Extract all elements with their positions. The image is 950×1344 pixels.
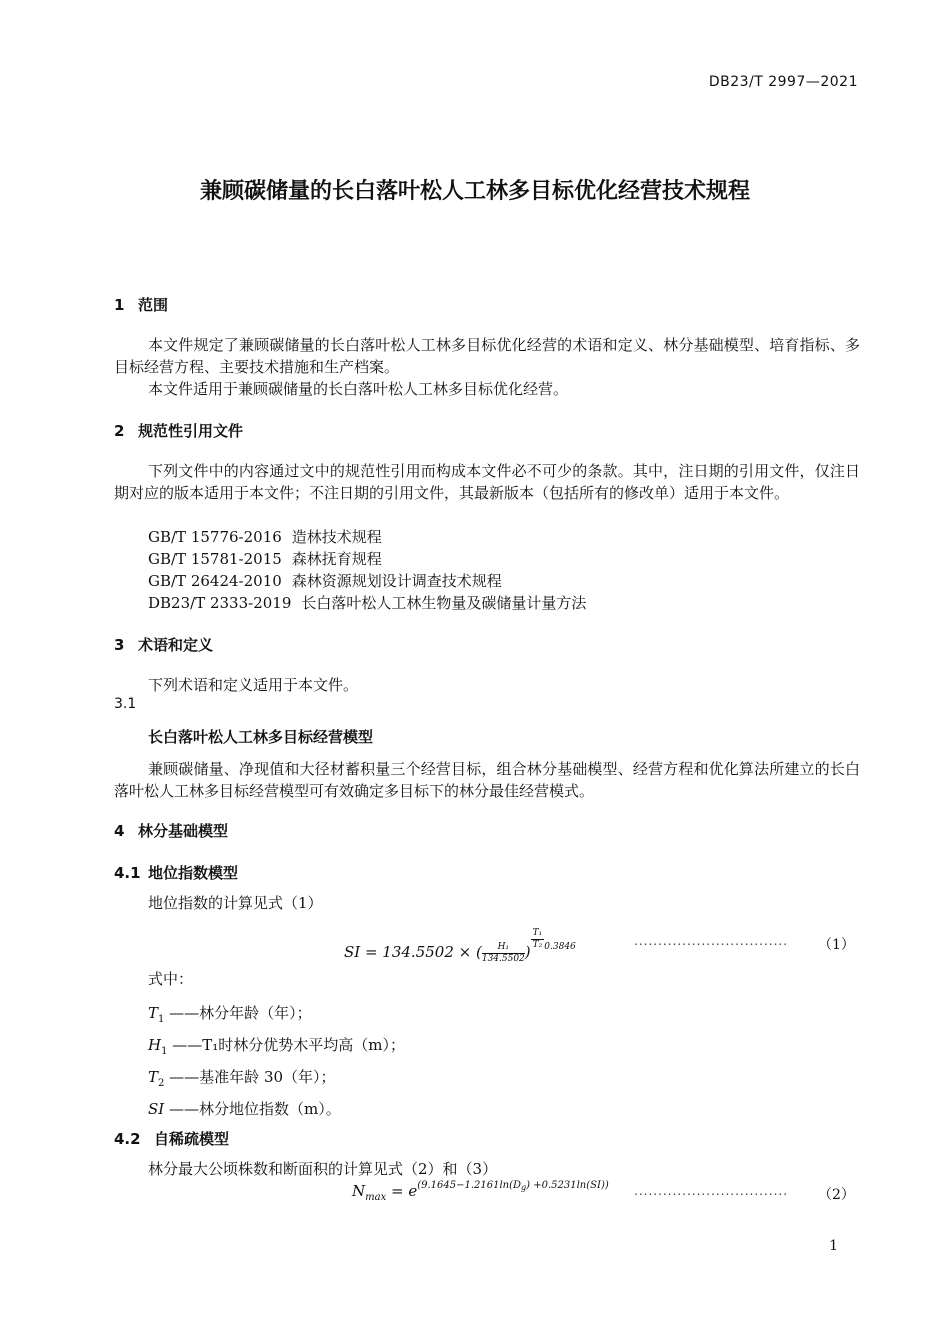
where-label: 式中： — [148, 970, 194, 988]
variable-description: ——T₁时林分优势木平均高（m）； — [172, 1036, 405, 1054]
reference-name: 造林技术规程 — [291, 528, 382, 546]
document-title: 兼顾碳储量的长白落叶松人工林多目标优化经营技术规程 — [199, 179, 750, 204]
leader-dots: ................................ — [634, 934, 789, 948]
variable-definition — [148, 1002, 312, 1025]
section-number: 2 — [114, 422, 125, 440]
formula-2-equals: = e — [386, 1182, 418, 1200]
variable-symbol: T — [148, 1068, 159, 1086]
reference-item — [148, 592, 586, 613]
variable-symbol: H — [148, 1036, 162, 1054]
subsection-title: 地位指数模型 — [148, 864, 239, 882]
page-number: 1 — [829, 1238, 838, 1254]
section-3-paragraph: 下列术语和定义适用于本文件。 — [148, 676, 359, 694]
section-title: 林分基础模型 — [138, 822, 229, 840]
subsection-4-1-heading — [114, 862, 238, 883]
reference-code: GB/T 15781-2015 — [148, 550, 282, 568]
variable-description: ——基准年龄 30（年）； — [169, 1068, 336, 1086]
equation-number: （2） — [818, 1187, 855, 1203]
formula-1-lhs: SI = 134.5502 × ( — [344, 943, 482, 961]
reference-code: GB/T 15776-2016 — [148, 528, 282, 546]
subsection-number: 4.2 — [114, 1130, 141, 1148]
section-4-heading — [114, 820, 228, 841]
term-definition: 兼顾碳储量、净现值和大径材蓄积量三个经营目标，组合林分基础模型、经营方程和优化算法所建立的长白落叶松人工林多目标经营模型可有效确定多目标下的林分最佳经营模式。 — [114, 760, 860, 800]
formula-1-intro: 地位指数的计算见式（1） — [148, 894, 323, 912]
formula-2-exponent — [417, 1180, 609, 1191]
exponent-subscript: g — [521, 1183, 527, 1192]
section-3-heading — [114, 634, 213, 655]
subsection-number: 4.1 — [114, 864, 141, 882]
variable-definition — [148, 1034, 405, 1057]
reference-code: GB/T 26424-2010 — [148, 572, 282, 590]
variable-symbol: T — [148, 1004, 159, 1022]
reference-item — [148, 526, 382, 547]
fraction — [482, 942, 525, 965]
exponent-numerator: T₁ — [532, 928, 543, 938]
subsection-title: 自稀疏模型 — [154, 1130, 230, 1148]
variable-description: ——林分年龄（年）； — [169, 1004, 312, 1022]
equation-number: （1） — [818, 937, 855, 953]
reference-code: DB23/T 2333-2019 — [148, 594, 292, 612]
formula-2-lhs: N — [352, 1182, 366, 1200]
variable-subscript: 2 — [158, 1078, 165, 1089]
section-2-heading — [114, 420, 243, 441]
formula-2 — [352, 1180, 609, 1203]
term-title: 长白落叶松人工林多目标经营模型 — [148, 728, 374, 746]
section-2-paragraph: 下列文件中的内容通过文中的规范性引用而构成本文件必不可少的条款。其中，注日期的引用文件，仅注日期对应的版本适用于本文件；不注日期的引用文件，其最新版本（包括所有的修改单）适用于本文件。 — [114, 462, 860, 502]
document-code: DB23/T 2997—2021 — [708, 74, 858, 90]
leader-dots: ................................ — [634, 1184, 789, 1198]
section-title: 范围 — [138, 296, 169, 314]
exponent-tail: ) +0.5231ln(SI)) — [526, 1180, 609, 1191]
section-1-heading — [114, 294, 168, 315]
reference-name: 森林抚育规程 — [291, 550, 382, 568]
section-number: 4 — [114, 822, 125, 840]
reference-item — [148, 548, 382, 569]
reference-name: 森林资源规划设计调查技术规程 — [291, 572, 502, 590]
section-title: 规范性引用文件 — [138, 422, 244, 440]
section-number: 1 — [114, 296, 125, 314]
lhs-subscript: max — [365, 1192, 387, 1203]
section-number: 3 — [114, 636, 125, 654]
reference-item — [148, 570, 502, 591]
exponent-fraction — [531, 928, 545, 951]
variable-subscript: 1 — [161, 1046, 168, 1057]
formula-2-intro: 林分最大公顷株数和断面积的计算见式（2）和（3） — [148, 1160, 498, 1178]
exponent-denominator: T₂ — [532, 940, 543, 950]
variable-symbol: SI — [148, 1100, 165, 1118]
section-1-paragraph-1: 本文件规定了兼顾碳储量的长白落叶松人工林多目标优化经营的术语和定义、林分基础模型、培育指标、多目标经营方程、主要技术措施和生产档案。 — [114, 336, 860, 376]
formula-1: SI = 134.5502 × ( $\frac{\text{H₁}}{134.5502}$) $\frac{\text{T₁}}{\text{T₂}}^{0.3846}$ — [344, 928, 576, 964]
variable-definition — [148, 1098, 341, 1121]
reference-name: 长白落叶松人工林生物量及碳储量计量方法 — [301, 594, 587, 612]
exponent-power: 0.3846 — [544, 942, 576, 952]
subsection-4-2-heading — [114, 1128, 229, 1149]
subsection-number: 3.1 — [114, 696, 137, 712]
exponent-head: (9.1645−1.2161ln(D — [417, 1180, 522, 1191]
numerator: H₁ — [482, 942, 525, 954]
section-title: 术语和定义 — [138, 636, 214, 654]
section-1-paragraph-2: 本文件适用于兼顾碳储量的长白落叶松人工林多目标优化经营。 — [148, 380, 569, 398]
denominator: 134.5502 — [481, 953, 525, 964]
variable-subscript: 1 — [158, 1014, 165, 1025]
variable-definition — [148, 1066, 336, 1089]
variable-description: ——林分地位指数（m）。 — [168, 1100, 341, 1118]
